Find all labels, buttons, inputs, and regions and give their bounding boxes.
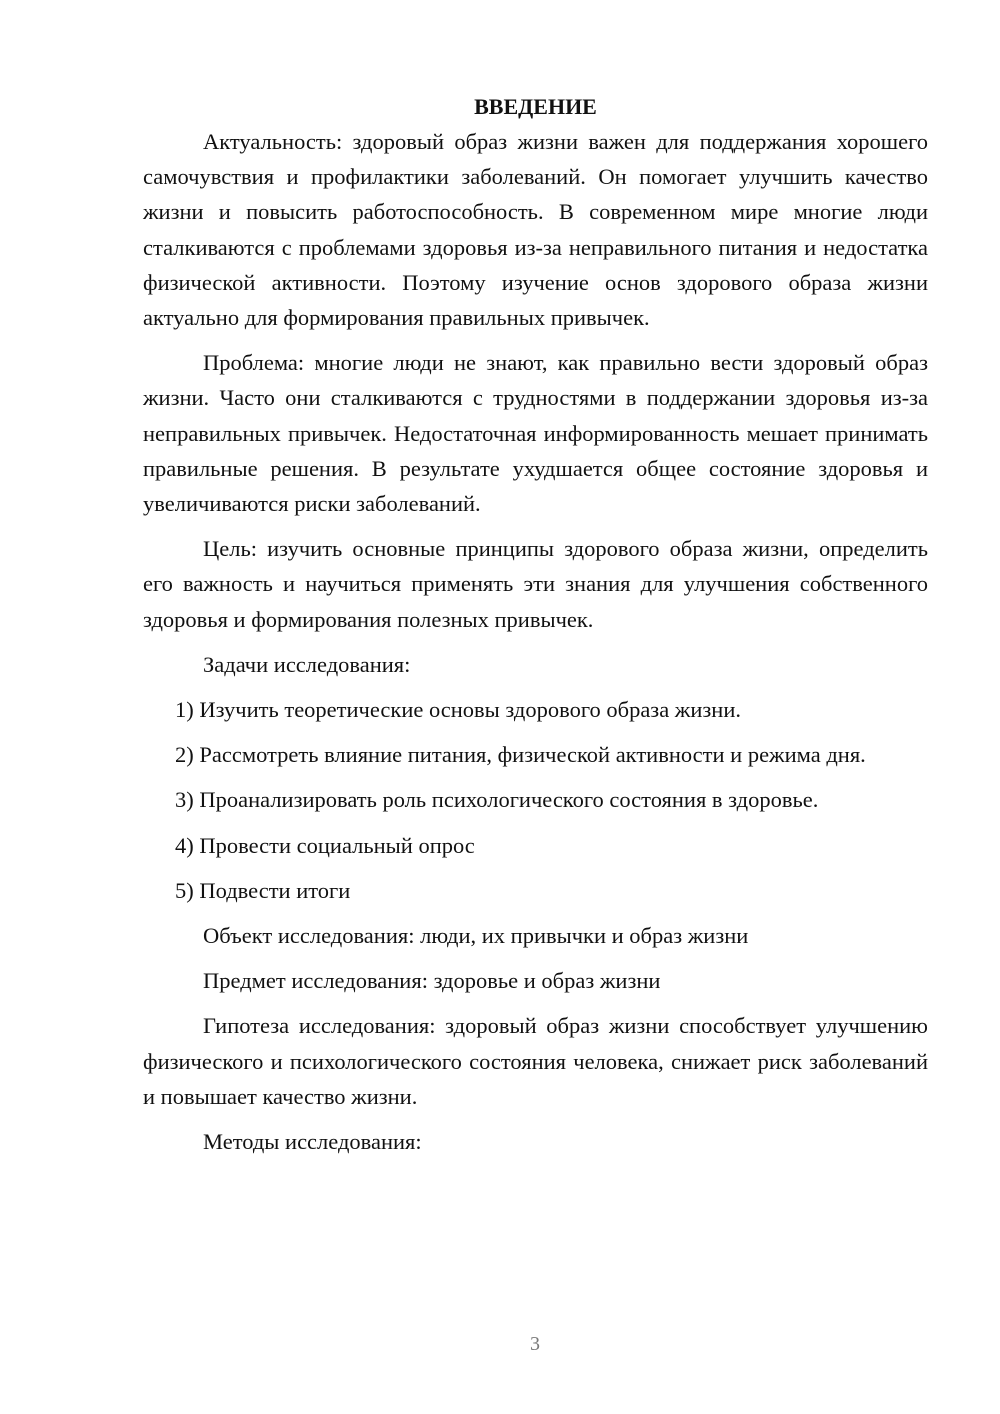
problem-paragraph: Проблема: многие люди не знают, как правильно вести здоровый образ жизни. Часто они сталкиваются с трудностями в поддержании здоровья из-за неправильных привычек. Недостаточная информированность мешает принимать правильные решения. В результате ухудшается общее состояние здоровья и увеличиваются риски заболеваний. [143,350,928,517]
relevance-paragraph: Актуальность: здоровый образ жизни важен для поддержания хорошего самочувствия и профилактики заболеваний. Он помогает улучшить качество жизни и повысить работоспособность. В современном мире многие люди сталкиваются с проблемами здоровья из-за неправильного питания и недостатка физической активности. Поэтому изучение основ здорового образа жизни актуально для формирования правильных привычек. [143,129,928,331]
document-page [143,92,928,1169]
page-title: ВВЕДЕНИЕ [474,94,597,119]
goal-paragraph: Цель: изучить основные принципы здорового образа жизни, определить его важность и научиться применять эти знания для улучшения собственного здоровья и формирования полезных привычек. [143,536,928,632]
research-hypothesis: Гипотеза исследования: здоровый образ жизни способствует улучшению физического и психологического состояния человека, снижает риск заболеваний и повышает качество жизни. [143,1013,928,1109]
page-number: 3 [530,1333,540,1355]
methods-heading: Методы исследования: [203,1129,422,1155]
task-item-5: 5) Подвести итоги [175,877,351,903]
task-item-2: 2) Рассмотреть влияние питания, физической активности и режима дня. [175,742,866,768]
tasks-heading: Задачи исследования: [203,651,411,677]
research-subject: Предмет исследования: здоровье и образ жизни [203,968,661,994]
research-object: Объект исследования: люди, их привычки и образ жизни [203,923,749,949]
task-item-4: 4) Провести социальный опрос [175,832,475,858]
task-item-3: 3) Проанализировать роль психологического состояния в здоровье. [175,787,819,813]
task-item-1: 1) Изучить теоретические основы здорового образа жизни. [175,697,741,723]
